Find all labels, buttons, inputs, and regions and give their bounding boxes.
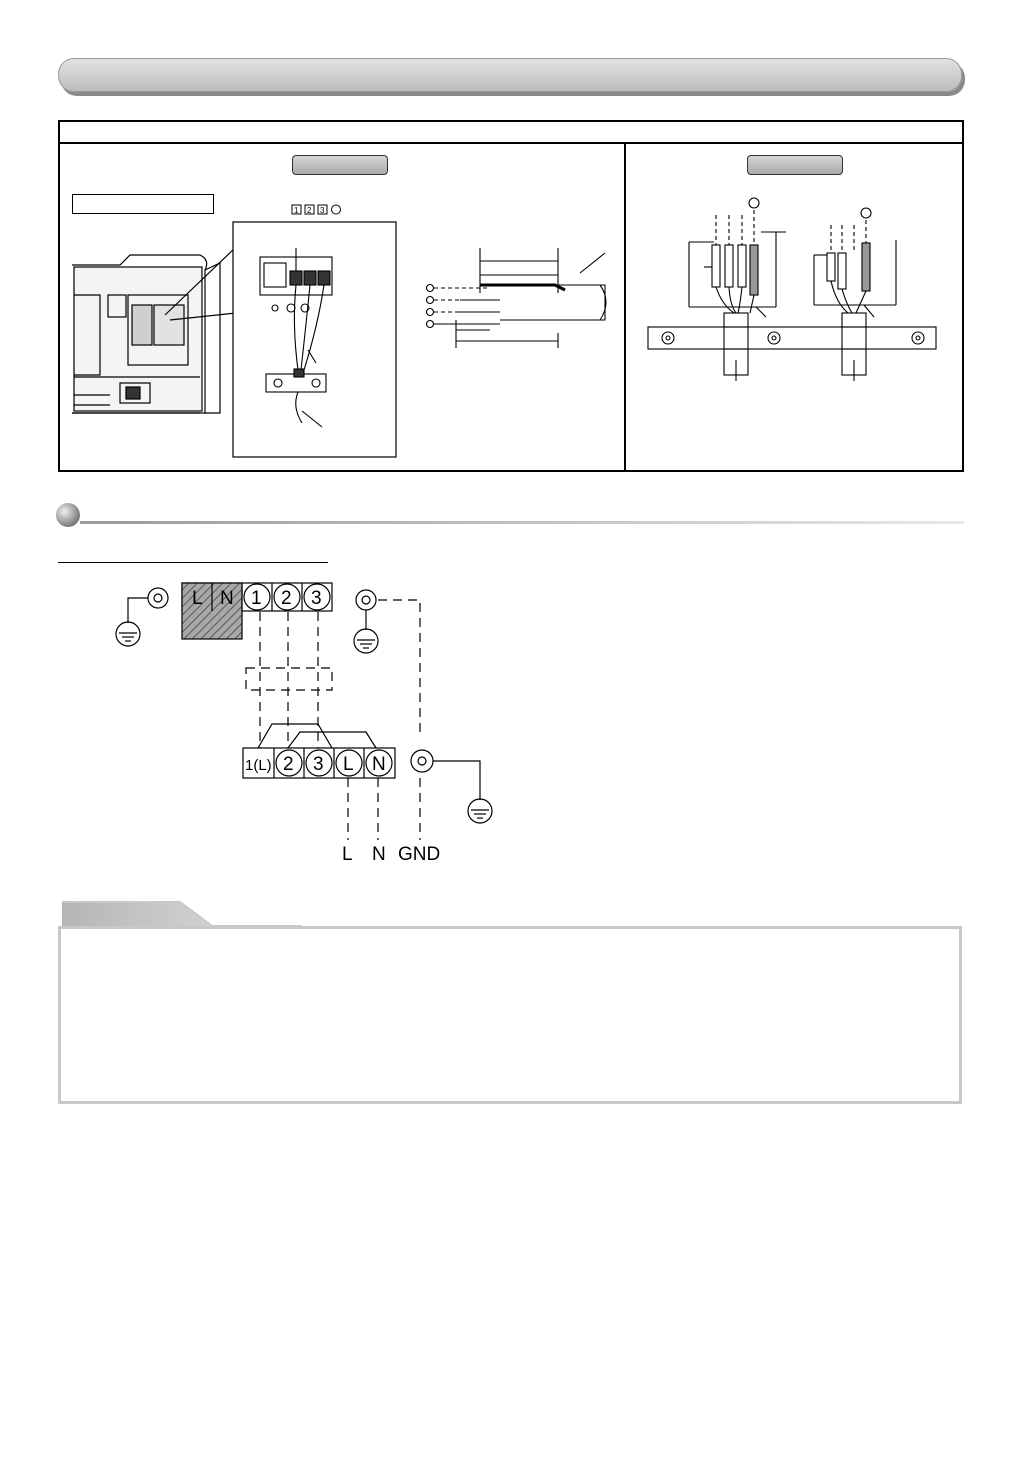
note-box [58, 926, 962, 1104]
cable-clamp-drawing [626, 145, 962, 470]
outdoor-terminal-N: N [220, 588, 234, 609]
supply-label-N: N [372, 844, 386, 865]
wiring-diagram [100, 578, 520, 868]
indoor-terminal-2: 2 [283, 754, 294, 775]
figure-header-row [58, 120, 964, 144]
legend-1: 1 [294, 206, 299, 215]
outdoor-terminal-1: 1 [251, 588, 262, 609]
section-divider [80, 521, 964, 524]
note-tab [62, 900, 302, 928]
section-bullet-icon [56, 503, 80, 527]
legend-2: 2 [307, 206, 312, 215]
indoor-terminal-1L: 1(L) [245, 757, 272, 774]
supply-label-L: L [342, 844, 353, 865]
supply-label-GND: GND [398, 844, 441, 865]
indoor-unit-drawing [60, 145, 622, 470]
subsection-underline [58, 562, 328, 563]
indoor-terminal-L: L [343, 754, 354, 775]
terminal-legend [292, 205, 341, 215]
outdoor-terminal-L: L [192, 588, 203, 609]
outdoor-terminal-3: 3 [311, 588, 322, 609]
legend-3: 3 [320, 206, 325, 215]
outdoor-terminal-2: 2 [281, 588, 292, 609]
indoor-terminal-N: N [372, 754, 386, 775]
page-title-bar [58, 58, 962, 92]
indoor-terminal-3: 3 [313, 754, 324, 775]
